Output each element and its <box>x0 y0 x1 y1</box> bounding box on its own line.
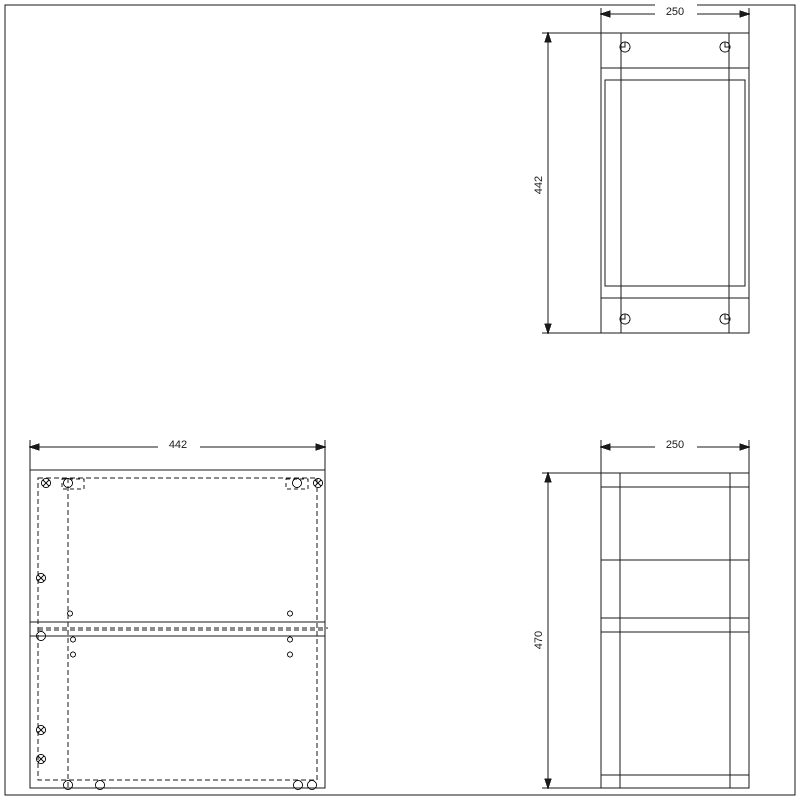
bl-fixing-l4-cross <box>38 756 44 762</box>
view-top-right <box>542 8 749 333</box>
view-bottom-left <box>30 440 328 790</box>
top-view-panel <box>605 80 745 286</box>
dimension-bl-width: 442 <box>168 439 188 451</box>
bl-view-outline <box>30 470 325 788</box>
dimension-br-height: 470 <box>533 630 545 650</box>
top-view-outline <box>601 33 749 333</box>
bl-dowel-6 <box>288 652 293 657</box>
bl-dim-arrow-left <box>30 444 39 450</box>
sheet-border <box>5 5 795 795</box>
br-view-outline <box>601 473 749 788</box>
bl-fixing-tr-cross <box>315 480 321 486</box>
bl-fixing-l3-cross <box>38 727 44 733</box>
br-dim-arrow-up <box>545 473 551 482</box>
top-dim-arrow-left <box>601 11 610 17</box>
br-dim-arrow-left <box>601 444 610 450</box>
bl-fixing-tl-cross <box>43 480 49 486</box>
dimension-top-height: 442 <box>533 175 545 195</box>
br-dim-arrow-right <box>740 444 749 450</box>
top-dim-arrow-down <box>545 324 551 333</box>
top-dim-arrow-up <box>545 33 551 42</box>
view-bottom-right <box>542 440 749 788</box>
bl-dowel-box-tl <box>62 479 84 489</box>
bl-dowel-2 <box>288 611 293 616</box>
bl-dowel-4 <box>288 637 293 642</box>
dimension-br-width: 250 <box>665 439 685 451</box>
dimension-top-width: 250 <box>665 6 685 18</box>
bl-dowel-1 <box>68 611 73 616</box>
bl-fixing-l1-cross <box>38 575 44 581</box>
bl-inner-dashed-rect <box>38 478 317 780</box>
bl-fixing-tr <box>293 479 302 488</box>
bl-dowel-3 <box>71 637 76 642</box>
bl-dowel-5 <box>71 652 76 657</box>
top-dim-arrow-right <box>740 11 749 17</box>
bl-dim-arrow-right <box>316 444 325 450</box>
br-dim-arrow-down <box>545 779 551 788</box>
